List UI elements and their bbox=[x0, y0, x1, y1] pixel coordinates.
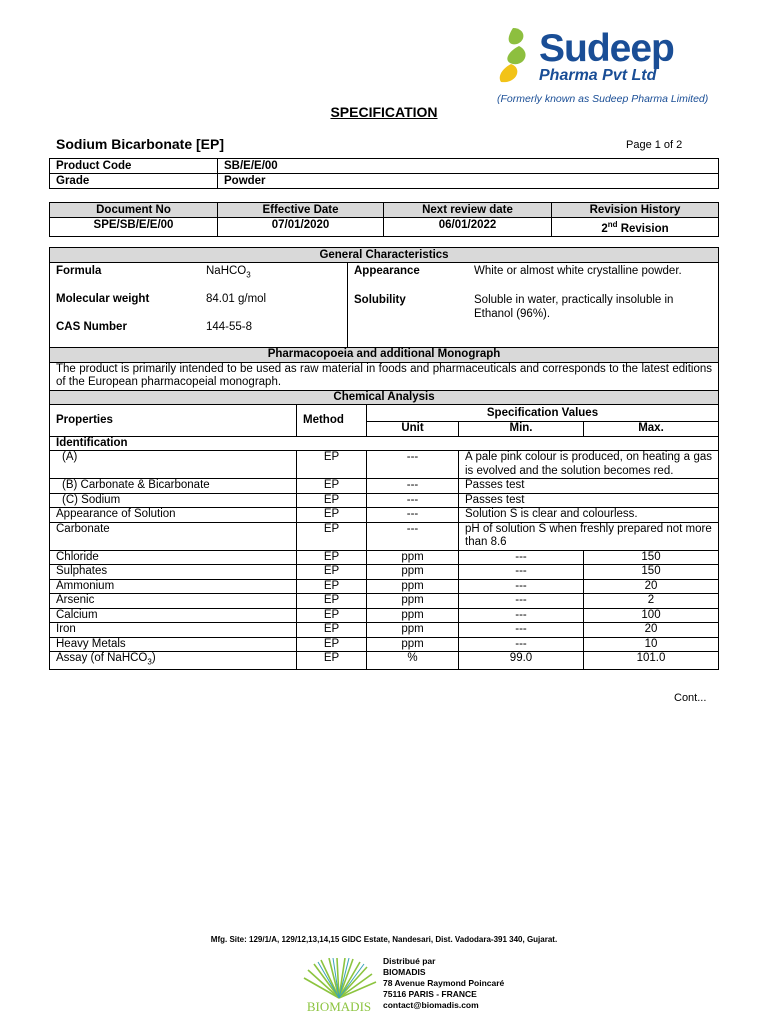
identification-header: Identification bbox=[50, 436, 719, 451]
general-right-cell bbox=[348, 263, 719, 349]
table-row bbox=[50, 522, 719, 550]
min-cell: --- bbox=[459, 623, 584, 638]
method-cell: EP bbox=[297, 623, 367, 638]
table-row bbox=[50, 479, 719, 494]
formula-label: Formula bbox=[56, 265, 102, 277]
unit-cell: --- bbox=[367, 508, 459, 523]
table-row bbox=[50, 174, 719, 189]
min-cell: 99.0 bbox=[459, 652, 584, 670]
product-title: Sodium Bicarbonate [EP] bbox=[56, 136, 225, 152]
method-cell: EP bbox=[297, 451, 367, 479]
table-row bbox=[50, 565, 719, 580]
spec-text-cell: A pale pink colour is produced, on heating a gas is evolved and the solution becomes red. bbox=[459, 451, 719, 479]
method-cell: EP bbox=[297, 522, 367, 550]
max-cell: 150 bbox=[584, 550, 719, 565]
unit-cell: --- bbox=[367, 479, 459, 494]
distributor-line: 75116 PARIS - FRANCE bbox=[383, 989, 477, 999]
svg-text:BIOMADIS: BIOMADIS bbox=[306, 999, 372, 1014]
unit-cell: ppm bbox=[367, 550, 459, 565]
property-cell: Heavy Metals bbox=[50, 637, 297, 652]
unit-cell: ppm bbox=[367, 608, 459, 623]
next-review-value: 06/01/2022 bbox=[384, 218, 552, 237]
table-row bbox=[50, 203, 719, 218]
spec-text-cell: pH of solution S when freshly prepared not more than 8.6 bbox=[459, 522, 719, 550]
unit-cell: ppm bbox=[367, 623, 459, 638]
distributor-line: Distribué par bbox=[383, 956, 436, 966]
molecular-weight-label: Molecular weight bbox=[56, 293, 150, 305]
spec-text-cell: Passes test bbox=[459, 479, 719, 494]
table-row bbox=[50, 348, 719, 363]
max-cell: 10 bbox=[584, 637, 719, 652]
max-cell: 2 bbox=[584, 594, 719, 609]
biomadis-logo bbox=[298, 958, 380, 1014]
formula-value: NaHCO$_3$ bbox=[206, 265, 251, 280]
unit-cell: --- bbox=[367, 493, 459, 508]
min-header: Min. bbox=[459, 422, 584, 437]
min-cell: --- bbox=[459, 550, 584, 565]
chemical-title: Chemical Analysis bbox=[50, 390, 719, 405]
general-characteristics-table bbox=[49, 247, 719, 349]
cas-number-label: CAS Number bbox=[56, 321, 127, 333]
max-cell: 101.0 bbox=[584, 652, 719, 670]
spec-values-header: Specification Values bbox=[367, 405, 719, 422]
page-number: Page 1 of 2 bbox=[626, 139, 683, 151]
max-cell: 150 bbox=[584, 565, 719, 580]
table-row bbox=[50, 637, 719, 652]
table-row bbox=[50, 263, 719, 349]
unit-cell: --- bbox=[367, 451, 459, 479]
table-row bbox=[50, 436, 719, 451]
table-row bbox=[50, 362, 719, 390]
property-cell: Chloride bbox=[50, 550, 297, 565]
pharma-text: The product is primarily intended to be used as raw material in foods and pharmaceuticals and corresponds to the latest editions of the European pharmacopeial monograph. bbox=[50, 362, 719, 390]
logo-former-name: (Formerly known as Sudeep Pharma Limited) bbox=[497, 93, 709, 105]
method-cell: EP bbox=[297, 579, 367, 594]
document-title: SPECIFICATION bbox=[330, 104, 438, 120]
property-cell: Assay (of NaHCO$_3$) bbox=[50, 652, 297, 670]
revision-history-header: Revision History bbox=[552, 203, 719, 218]
table-row bbox=[50, 652, 719, 670]
biomadis-fan-icon bbox=[298, 958, 380, 1014]
method-cell: EP bbox=[297, 608, 367, 623]
unit-cell: ppm bbox=[367, 565, 459, 580]
table-row bbox=[50, 579, 719, 594]
property-cell: Appearance of Solution bbox=[50, 508, 297, 523]
logo-subtitle: Pharma Pvt Ltd bbox=[539, 67, 657, 84]
method-cell: EP bbox=[297, 550, 367, 565]
property-cell: (C) Sodium bbox=[50, 493, 297, 508]
property-cell: Sulphates bbox=[50, 565, 297, 580]
distributor-email[interactable]: contact@biomadis.com bbox=[383, 1000, 479, 1010]
method-cell: EP bbox=[297, 565, 367, 580]
property-cell: Calcium bbox=[50, 608, 297, 623]
distributor-address bbox=[383, 956, 504, 1011]
table-row bbox=[50, 508, 719, 523]
property-cell: Iron bbox=[50, 623, 297, 638]
property-cell: Ammonium bbox=[50, 579, 297, 594]
table-row bbox=[50, 608, 719, 623]
table-row bbox=[50, 159, 719, 174]
table-row bbox=[50, 451, 719, 479]
min-cell: --- bbox=[459, 579, 584, 594]
spec-text-cell: Solution S is clear and colourless. bbox=[459, 508, 719, 523]
distributor-line: 78 Avenue Raymond Poincaré bbox=[383, 978, 505, 988]
method-cell: EP bbox=[297, 652, 367, 670]
max-header: Max. bbox=[584, 422, 719, 437]
effective-date-header: Effective Date bbox=[218, 203, 384, 218]
property-cell: Carbonate bbox=[50, 522, 297, 550]
max-cell: 100 bbox=[584, 608, 719, 623]
table-row bbox=[50, 390, 719, 405]
method-header: Method bbox=[297, 405, 367, 437]
min-cell: --- bbox=[459, 608, 584, 623]
method-cell: EP bbox=[297, 493, 367, 508]
general-title: General Characteristics bbox=[50, 248, 719, 263]
grade-label: Grade bbox=[50, 174, 218, 189]
property-cell: Arsenic bbox=[50, 594, 297, 609]
table-row bbox=[50, 218, 719, 237]
spec-text-cell: Passes test bbox=[459, 493, 719, 508]
product-code-label: Product Code bbox=[50, 159, 218, 174]
method-cell: EP bbox=[297, 479, 367, 494]
unit-cell: ppm bbox=[367, 594, 459, 609]
unit-cell: --- bbox=[367, 522, 459, 550]
company-logo bbox=[495, 26, 725, 108]
table-row bbox=[50, 550, 719, 565]
unit-cell: ppm bbox=[367, 579, 459, 594]
method-cell: EP bbox=[297, 637, 367, 652]
max-cell: 20 bbox=[584, 623, 719, 638]
appearance-label: Appearance bbox=[354, 265, 420, 277]
method-cell: EP bbox=[297, 508, 367, 523]
property-cell: (A) bbox=[50, 451, 297, 479]
product-code-value: SB/E/E/00 bbox=[218, 159, 719, 174]
unit-cell: ppm bbox=[367, 637, 459, 652]
appearance-value: White or almost white crystalline powder. bbox=[474, 265, 682, 277]
table-row bbox=[50, 248, 719, 263]
properties-header: Properties bbox=[50, 405, 297, 437]
table-row bbox=[50, 493, 719, 508]
grade-value: Powder bbox=[218, 174, 719, 189]
cas-number-value: 144-55-8 bbox=[206, 321, 253, 333]
unit-cell: % bbox=[367, 652, 459, 670]
doc-no-header: Document No bbox=[50, 203, 218, 218]
general-left-cell bbox=[50, 263, 348, 349]
min-cell: --- bbox=[459, 594, 584, 609]
sudeep-leaf-icon bbox=[495, 26, 535, 86]
revision-history-value: 2nd Revision bbox=[552, 218, 719, 237]
max-cell: 20 bbox=[584, 579, 719, 594]
unit-header: Unit bbox=[367, 422, 459, 437]
table-row bbox=[50, 405, 719, 422]
continued-note: Cont... bbox=[674, 692, 707, 704]
method-cell: EP bbox=[297, 594, 367, 609]
next-review-header: Next review date bbox=[384, 203, 552, 218]
solubility-label: Solubility bbox=[354, 294, 406, 306]
table-row bbox=[50, 594, 719, 609]
chemical-analysis-table bbox=[49, 347, 719, 670]
molecular-weight-value: 84.01 g/mol bbox=[206, 293, 267, 305]
distributor-line: BIOMADIS bbox=[383, 967, 426, 977]
min-cell: --- bbox=[459, 637, 584, 652]
manufacturing-site: Mfg. Site: 129/1/A, 129/12,13,14,15 GIDC Estate, Nandesari, Dist. Vadodara-391 340, Gujarat. bbox=[210, 935, 558, 944]
table-row bbox=[50, 623, 719, 638]
doc-no-value: SPE/SB/E/E/00 bbox=[50, 218, 218, 237]
solubility-value: Soluble in water, practically insoluble in Ethanol (96%). bbox=[474, 294, 674, 320]
logo-name: Sudeep bbox=[539, 27, 674, 70]
product-info-table bbox=[49, 158, 719, 189]
effective-date-value: 07/01/2020 bbox=[218, 218, 384, 237]
pharma-title: Pharmacopoeia and additional Monograph bbox=[50, 348, 719, 363]
document-info-table bbox=[49, 202, 719, 237]
property-cell: (B) Carbonate & Bicarbonate bbox=[50, 479, 297, 494]
min-cell: --- bbox=[459, 565, 584, 580]
